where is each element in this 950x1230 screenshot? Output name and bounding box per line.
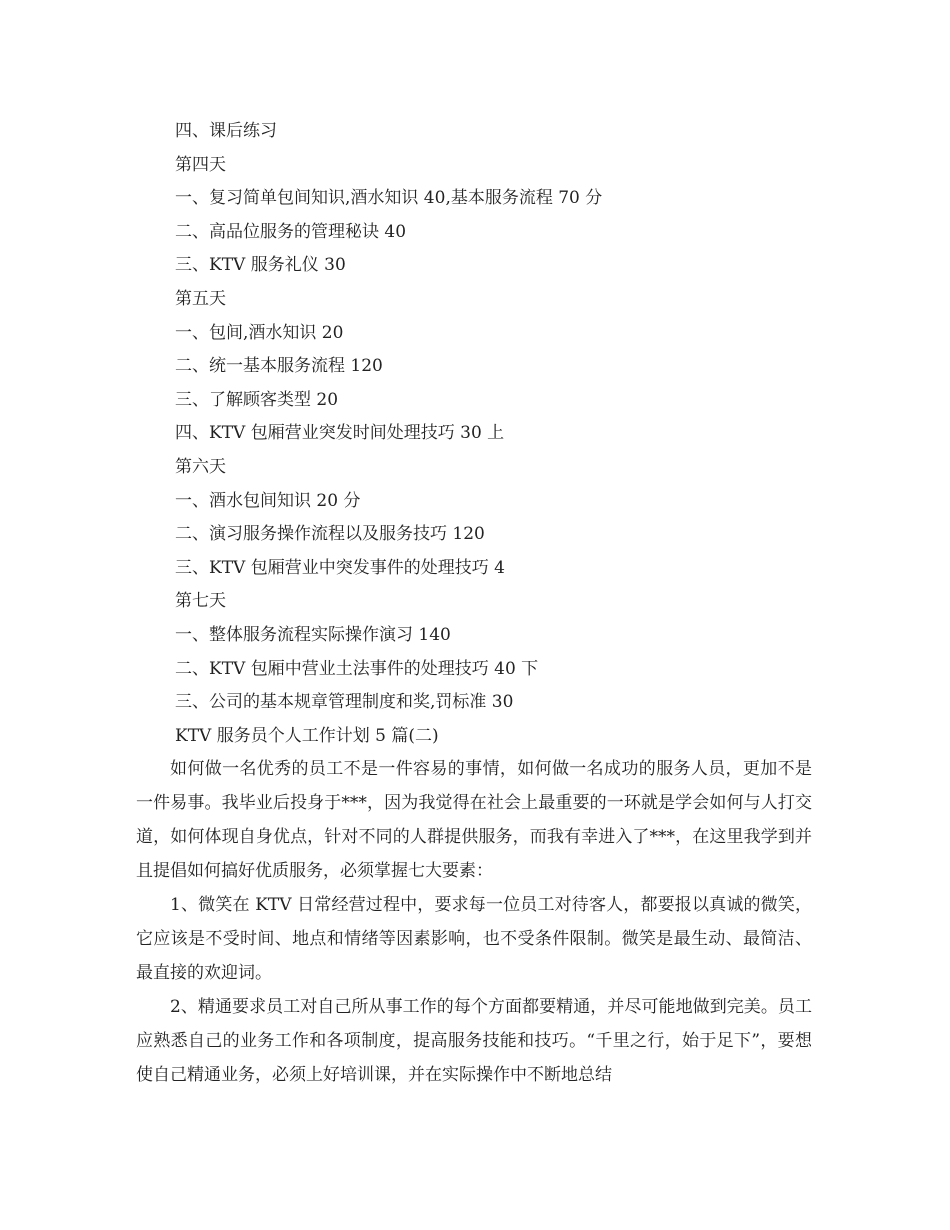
- body-paragraph: 如何做一名优秀的员工不是一件容易的事情，如何做一名成功的服务人员，更加不是一件易事。我毕业后投身于***，因为我觉得在社会上最重要的一环就是学会如何与人打交道，如何体现自身优点，针对不同的人群提供服务，而我有幸进入了***，在这里我学到并且提倡如何搞好优质服务，必须掌握七大要素：: [136, 759, 812, 881]
- list-item: 三、了解顾客类型 20: [175, 389, 339, 410]
- list-item: 第五天: [175, 288, 226, 309]
- schedule-list: [175, 115, 815, 753]
- list-item: 四、课后练习: [175, 121, 277, 141]
- list-item: 一、包间,酒水知识 20: [175, 322, 344, 343]
- list-item: 三、KTV 服务礼仪 30: [175, 255, 346, 276]
- list-item: 一、复习简单包间知识,酒水知识 40,基本服务流程 70 分: [175, 188, 603, 209]
- body-paragraph: 1、微笑在 KTV 日常经营过程中，要求每一位员工对待客人，都要报以真诚的微笑，它应该是不受时间、地点和情绪等因素影响，也不受条件限制。微笑是最生动、最简洁、最直接的欢迎词。: [136, 895, 812, 983]
- body-paragraph: 2、精通要求员工对自己所从事工作的每个方面都要精通，并尽可能地做到完美。员工应熟悉自己的业务工作和各项制度，提高服务技能和技巧。“千里之行，始于足下”，要想使自己精通业务，必须上好培训课，并在实际操作中不断地总结: [136, 997, 812, 1085]
- list-item: 第七天: [175, 591, 226, 612]
- list-item: 四、KTV 包厢营业突发时间处理技巧 30 上: [175, 423, 505, 444]
- list-item: 第四天: [175, 154, 226, 175]
- list-item: 二、演习服务操作流程以及服务技巧 120: [175, 524, 485, 545]
- list-item: 二、统一基本服务流程 120: [175, 356, 383, 377]
- list-item: 三、KTV 包厢营业中突发事件的处理技巧 4: [175, 557, 505, 578]
- list-item: 一、酒水包间知识 20 分: [175, 490, 361, 511]
- list-item: 二、KTV 包厢中营业土法事件的处理技巧 40 下: [175, 658, 539, 679]
- list-item: 第六天: [175, 456, 226, 477]
- list-item: 三、公司的基本规章管理制度和奖,罚标准 30: [175, 692, 514, 713]
- list-item: 一、整体服务流程实际操作演习 140: [175, 624, 451, 645]
- section-title: KTV 服务员个人工作计划 5 篇(二): [175, 725, 439, 746]
- list-item: 二、高品位服务的管理秘诀 40: [175, 221, 407, 242]
